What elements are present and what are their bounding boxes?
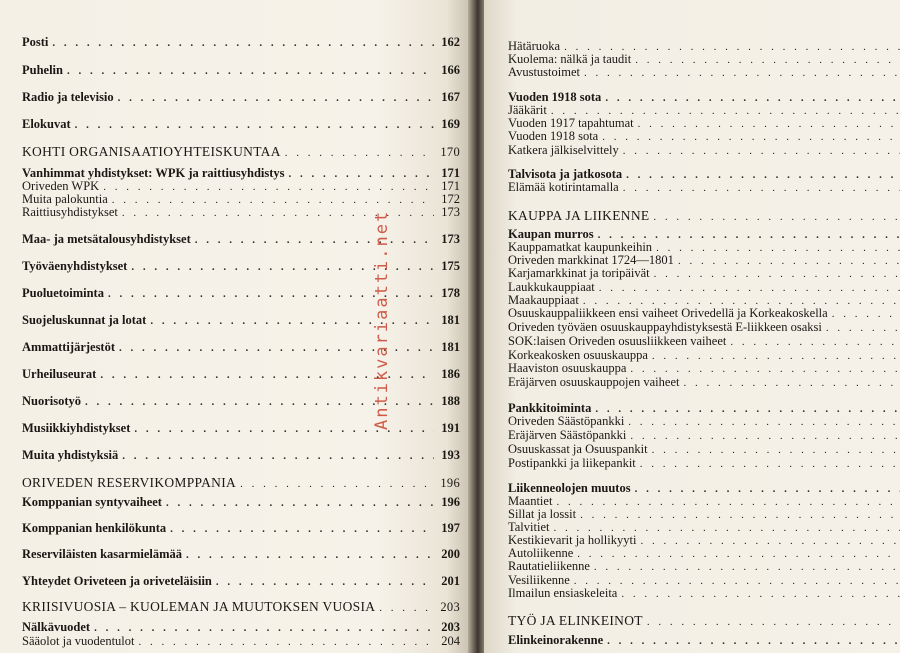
toc-entry	[508, 144, 900, 157]
toc-entry-title: Liikenneolojen muutos	[508, 481, 631, 495]
toc-page-number: 170	[440, 145, 460, 159]
toc-entry-title: Komppanian syntyvaiheet	[22, 495, 162, 509]
toc-entry-title: Laukkukauppiaat	[508, 280, 595, 294]
toc-page-number: 173	[441, 205, 460, 219]
toc-entry-title: Kuolema: nälkä ja taudit	[508, 52, 632, 66]
dot-leader	[826, 323, 900, 334]
toc-entry	[508, 457, 900, 470]
dot-leader	[683, 378, 900, 389]
dot-leader	[289, 169, 434, 180]
toc-page-number: 200	[441, 547, 460, 561]
toc-entry	[508, 560, 900, 573]
toc-page-number: 167	[441, 90, 460, 104]
dot-leader	[574, 576, 900, 587]
dot-leader	[285, 148, 434, 159]
toc-page-number: 201	[441, 574, 460, 588]
toc-page-number: 169	[441, 117, 460, 131]
toc-entry-title: Talvitiet	[508, 520, 550, 534]
toc-entry	[22, 118, 460, 131]
dot-leader	[678, 256, 900, 267]
dot-leader	[379, 603, 434, 614]
toc-entry-title: Raittiusyhdistykset	[22, 205, 118, 219]
toc-entry-title: Sääolot ja vuodentulot	[22, 634, 135, 648]
toc-entry-title: Oriveden markkinat 1724—1801	[508, 253, 674, 267]
toc-entry-title: Kaupan murros	[508, 227, 594, 241]
dot-leader	[195, 235, 434, 246]
toc-entry-title: Radio ja televisio	[22, 90, 114, 104]
toc-entry	[508, 91, 900, 104]
dot-leader	[640, 459, 900, 470]
toc-entry-title: Oriveden työväen osuuskauppayhdistyksestä E-liikkeen osaksi	[508, 320, 822, 334]
toc-entry-title: Rautatieliikenne	[508, 559, 590, 573]
toc-entry-title: Muita palokuntia	[22, 192, 108, 206]
toc-page-number: 203	[440, 600, 460, 614]
toc-entry	[22, 600, 460, 614]
toc-entry	[508, 181, 900, 194]
toc-entry-title: Elämää kotirintamalla	[508, 180, 619, 194]
watermark: Antikvariaatti.net	[372, 209, 392, 430]
dot-leader	[652, 445, 900, 456]
toc-entry-title: Maa- ja metsätalousyhdistykset	[22, 232, 191, 246]
dot-leader	[605, 93, 900, 104]
toc-entry	[508, 267, 900, 280]
toc-page-number: 196	[440, 476, 460, 490]
toc-entry	[22, 36, 460, 49]
dot-leader	[623, 146, 900, 157]
toc-entry-title: Elinkeinorakenne	[508, 633, 604, 647]
toc-entry	[22, 635, 460, 648]
toc-page-number: 203	[441, 620, 460, 634]
toc-entry	[508, 376, 900, 389]
toc-entry-title: Puhelin	[22, 63, 63, 77]
toc-entry-title: KAUPPA JA LIIKENNE	[508, 208, 650, 223]
toc-entry-title: Eräjärven Säästöpankki	[508, 428, 627, 442]
toc-entry-title: Nuorisotyö	[22, 394, 82, 408]
toc-entry-title: Autoliikenne	[508, 546, 574, 560]
toc-page-number: 162	[441, 35, 460, 49]
toc-entry-title: Talvisota ja jatkosota	[508, 167, 623, 181]
toc-page-number: 181	[441, 313, 460, 327]
dot-leader	[170, 524, 434, 535]
toc-entry	[22, 260, 460, 273]
toc-entry-title: Posti	[22, 35, 49, 49]
toc-entry	[22, 287, 460, 300]
dot-leader	[647, 617, 900, 628]
toc-entry	[508, 130, 900, 143]
toc-page-number: 186	[441, 367, 460, 381]
toc-page-number: 196	[441, 495, 460, 509]
toc-entry	[508, 307, 900, 320]
toc-entry	[508, 335, 900, 348]
toc-entry-title: ORIVEDEN RESERVIKOMPPANIA	[22, 475, 237, 490]
toc-entry-title: Musiikkiyhdistykset	[22, 421, 131, 435]
dot-leader	[52, 38, 434, 49]
dot-leader	[595, 404, 900, 415]
toc-entry-title: Oriveden Säästöpankki	[508, 414, 625, 428]
toc-entry-title: Ammattijärjestöt	[22, 340, 116, 354]
toc-entry-title: Yhteydet Oriveteen ja oriveteläisiin	[22, 574, 212, 588]
toc-entry	[508, 443, 900, 456]
dot-leader	[640, 536, 900, 547]
dot-leader	[122, 451, 434, 462]
toc-entry	[508, 362, 900, 375]
toc-entry-title: Vanhimmat yhdistykset: WPK ja raittiusyhdistys	[22, 166, 285, 180]
toc-entry-title: Työväenyhdistykset	[22, 259, 128, 273]
toc-page-number: 166	[441, 63, 460, 77]
toc-page-number: 175	[441, 259, 460, 273]
dot-leader	[621, 589, 900, 600]
toc-entry-title: Maantiet	[508, 494, 553, 508]
toc-entry-title: SOK:laisen Oriveden osuusliikkeen vaiheet	[508, 334, 727, 348]
dot-leader	[67, 66, 434, 77]
toc-entry	[22, 91, 460, 104]
dot-leader	[630, 364, 900, 375]
dot-leader	[635, 55, 900, 66]
dot-leader	[112, 195, 434, 206]
toc-entry-title: Nälkävuodet	[22, 620, 91, 634]
toc-entry-title: Eräjärven osuuskauppojen vaiheet	[508, 375, 680, 389]
toc-page-number: 181	[441, 340, 460, 354]
toc-entry	[508, 614, 900, 628]
dot-leader	[630, 431, 900, 442]
toc-entry	[508, 634, 900, 647]
toc-entry	[508, 482, 900, 495]
toc-entry	[508, 429, 900, 442]
toc-entry-title: Avustustoimet	[508, 65, 580, 79]
toc-entry-title: Hätäruoka	[508, 39, 561, 53]
toc-entry	[508, 508, 900, 521]
toc-entry	[508, 321, 900, 334]
dot-leader	[626, 170, 900, 181]
dot-leader	[577, 549, 900, 560]
toc-entry	[22, 314, 460, 327]
toc-entry-title: Maakauppiaat	[508, 293, 579, 307]
toc-entry-title: Vuoden 1918 sota	[508, 90, 602, 104]
dot-leader	[556, 497, 900, 508]
dot-leader	[599, 283, 900, 294]
toc-entry-title: Urheiluseurat	[22, 367, 97, 381]
dot-leader	[656, 243, 900, 254]
toc-entry-title: TYÖ JA ELINKEINOT	[508, 613, 643, 628]
dot-leader	[635, 484, 900, 495]
toc-entry	[22, 341, 460, 354]
toc-entry-title: Postipankki ja liikepankit	[508, 456, 636, 470]
toc-entry	[508, 209, 900, 223]
toc-entry-title: Jääkärit	[508, 103, 547, 117]
toc-entry-title: Komppanian henkilökunta	[22, 521, 167, 535]
toc-entry	[508, 66, 900, 79]
dot-leader	[638, 119, 900, 130]
toc-page-number: 171	[441, 166, 460, 180]
toc-page-number: 178	[441, 286, 460, 300]
dot-leader	[94, 623, 434, 634]
toc-entry-title: KRIISIVUOSIA – KUOLEMAN JA MUUTOKSEN VUOSIA	[22, 599, 376, 614]
toc-entry-title: KOHTI ORGANISAATIOYHTEISKUNTAA	[22, 144, 281, 159]
dot-leader	[580, 510, 900, 521]
dot-leader	[118, 93, 434, 104]
toc-entry	[508, 587, 900, 600]
toc-entry-title: Muita yhdistyksiä	[22, 448, 119, 462]
toc-entry	[22, 395, 460, 408]
toc-page-number: 191	[441, 421, 460, 435]
toc-entry-title: Pankkitoiminta	[508, 401, 592, 415]
dot-leader	[138, 637, 434, 648]
toc-entry	[22, 233, 460, 246]
toc-entry-title: Korkeakosken osuuskauppa	[508, 348, 648, 362]
right-page	[484, 0, 900, 653]
dot-leader	[166, 498, 434, 509]
toc-page-number: 173	[441, 232, 460, 246]
toc-entry-title: Sillat ja lossit	[508, 507, 577, 521]
dot-leader	[628, 417, 900, 428]
dot-leader	[216, 577, 434, 588]
toc-entry	[22, 496, 460, 509]
toc-entry-title: Elokuvat	[22, 117, 71, 131]
dot-leader	[594, 562, 900, 573]
toc-entry-title: Haaviston osuuskauppa	[508, 361, 627, 375]
dot-leader	[654, 269, 900, 280]
toc-entry	[22, 548, 460, 561]
toc-entry	[22, 522, 460, 535]
toc-entry-title: Vuoden 1917 tapahtumat	[508, 116, 634, 130]
toc-entry	[22, 575, 460, 588]
dot-leader	[584, 68, 900, 79]
toc-entry	[22, 621, 460, 634]
toc-page-number: 188	[441, 394, 460, 408]
toc-entry	[508, 415, 900, 428]
dot-leader	[186, 550, 434, 561]
toc-page-number: 172	[441, 192, 460, 206]
dot-leader	[75, 120, 434, 131]
toc-entry-title: Puoluetoiminta	[22, 286, 104, 300]
toc-entry	[22, 368, 460, 381]
toc-entry-title: Vesiliikenne	[508, 573, 570, 587]
toc-entry-title: Ilmailun ensiaskeleita	[508, 586, 618, 600]
dot-leader	[602, 132, 900, 143]
dot-leader	[240, 479, 434, 490]
toc-entry-title: Osuuskassat ja Osuuspankit	[508, 442, 648, 456]
toc-entry-title: Reserviläisten kasarmielämää	[22, 547, 183, 561]
dot-leader	[623, 183, 900, 194]
dot-leader	[103, 182, 434, 193]
dot-leader	[653, 212, 900, 223]
dot-leader	[652, 351, 900, 362]
toc-page-number: 193	[441, 448, 460, 462]
dot-leader	[832, 309, 900, 320]
dot-leader	[607, 636, 900, 647]
toc-entry	[22, 64, 460, 77]
toc-entry-title: Katkera jälkiselvittely	[508, 143, 619, 157]
toc-entry-title: Karjamarkkinat ja toripäivät	[508, 266, 650, 280]
toc-entry	[22, 476, 460, 490]
toc-page-number: 171	[441, 179, 460, 193]
toc-entry-title: Oriveden WPK	[22, 179, 100, 193]
toc-entry	[22, 422, 460, 435]
toc-entry-title: Kauppamatkat kaupunkeihin	[508, 240, 653, 254]
toc-entry	[22, 145, 460, 159]
toc-entry	[22, 206, 460, 219]
toc-page-number: 197	[441, 521, 460, 535]
toc-page-number: 204	[441, 634, 460, 648]
toc-entry-title: Kestikievarit ja hollikyyti	[508, 533, 637, 547]
dot-leader	[730, 337, 900, 348]
toc-entry	[22, 449, 460, 462]
toc-entry-title: Vuoden 1918 sota	[508, 129, 599, 143]
toc-entry-title: Osuuskauppaliikkeen ensi vaiheet Orivedellä ja Korkeakoskella	[508, 306, 828, 320]
toc-entry-title: Suojeluskunnat ja lotat	[22, 313, 147, 327]
